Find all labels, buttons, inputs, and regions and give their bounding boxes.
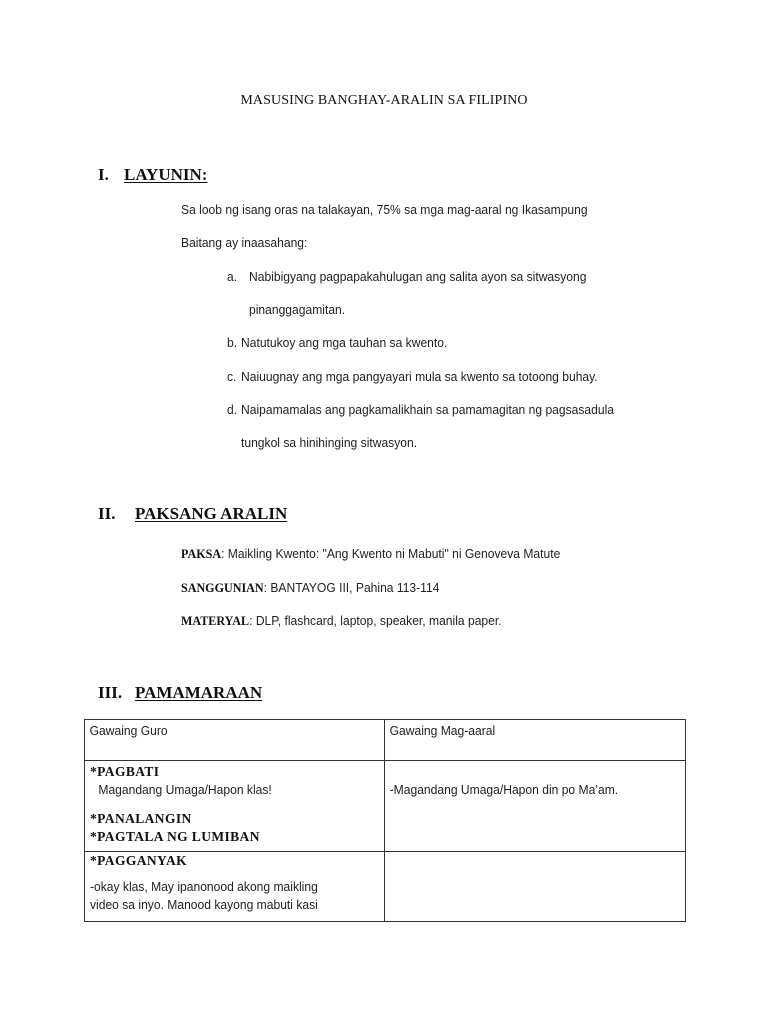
objective-c-marker: c.	[227, 369, 237, 384]
paksa-value: : Maikling Kwento: "Ang Kwento ni Mabuti" ni Genoveva Matute	[221, 546, 561, 561]
table-row	[85, 852, 686, 922]
materyal-row	[181, 613, 502, 629]
section-title: PAMAMARAAN	[135, 683, 263, 702]
teacher-activity-cell	[85, 761, 385, 852]
student-activity-cell	[385, 852, 686, 922]
pagganyak-heading: *PAGGANYAK	[90, 853, 188, 868]
pagganyak-line2: video sa inyo. Manood kayong mabuti kasi	[90, 897, 318, 912]
section-number: I.	[98, 165, 109, 184]
document-title: MASUSING BANGHAY-ARALIN SA FILIPINO	[240, 93, 528, 108]
column-header-teacher: Gawaing Guro	[89, 723, 168, 738]
section-heading-pamamaraan	[98, 683, 262, 703]
table-header-row	[85, 720, 686, 761]
section-number: II.	[98, 504, 116, 523]
section-title: LAYUNIN:	[124, 165, 208, 184]
pagganyak-line1: -okay klas, May ipanonood akong maikling	[90, 879, 318, 894]
sanggunian-row	[181, 580, 439, 596]
materyal-value: : DLP, flashcard, laptop, speaker, manila paper.	[249, 613, 502, 628]
section-title: PAKSANG ARALIN	[135, 504, 288, 523]
objective-c-line1: Naiuugnay ang mga pangyayari mula sa kwento sa totoong buhay.	[241, 369, 598, 384]
student-activity-cell	[385, 761, 686, 852]
objective-intro-line1: Sa loob ng isang oras na talakayan, 75% sa mga mag-aaral ng Ikasampung	[181, 202, 588, 217]
pagtala-heading: *PAGTALA NG LUMIBAN	[90, 829, 260, 844]
paksa-label: PAKSA	[181, 546, 222, 561]
paksa-row	[181, 546, 560, 562]
objective-d-marker: d.	[227, 402, 238, 417]
section-heading-paksang-aralin	[98, 504, 287, 524]
table-row	[85, 761, 686, 852]
column-header-student: Gawaing Mag-aaral	[389, 723, 496, 738]
pagbati-text: Magandang Umaga/Hapon klas!	[98, 782, 272, 797]
panalangin-heading: *PANALANGIN	[90, 811, 192, 826]
section-heading-layunin	[98, 165, 207, 185]
student-reply-text: -Magandang Umaga/Hapon din po Ma’am.	[389, 782, 619, 797]
objective-b-line1: Natutukoy ang mga tauhan sa kwento.	[241, 335, 448, 350]
objective-a-marker: a.	[227, 269, 238, 284]
objective-a-line2: pinanggagamitan.	[249, 302, 346, 317]
objective-a-line1: Nabibigyang pagpapakahulugan ang salita ayon sa sitwasyong	[249, 269, 587, 284]
objective-b-marker: b.	[227, 335, 238, 350]
objective-d-line2: tungkol sa hinihinging sitwasyon.	[241, 435, 418, 450]
section-number: III.	[98, 683, 123, 702]
materyal-label: MATERYAL	[181, 613, 250, 628]
pagbati-heading: *PAGBATI	[90, 764, 160, 779]
objective-intro-line2: Baitang ay inaasahang:	[181, 235, 308, 250]
header-cell-student	[385, 720, 686, 761]
sanggunian-label: SANGGUNIAN	[181, 580, 264, 595]
header-cell-teacher	[85, 720, 385, 761]
teacher-activity-cell	[85, 852, 385, 922]
objective-d-line1: Naipamamalas ang pagkamalikhain sa pamamagitan ng pagsasadula	[241, 402, 615, 417]
procedure-table	[84, 719, 686, 922]
sanggunian-value: : BANTAYOG III, Pahina 113-114	[263, 580, 440, 595]
